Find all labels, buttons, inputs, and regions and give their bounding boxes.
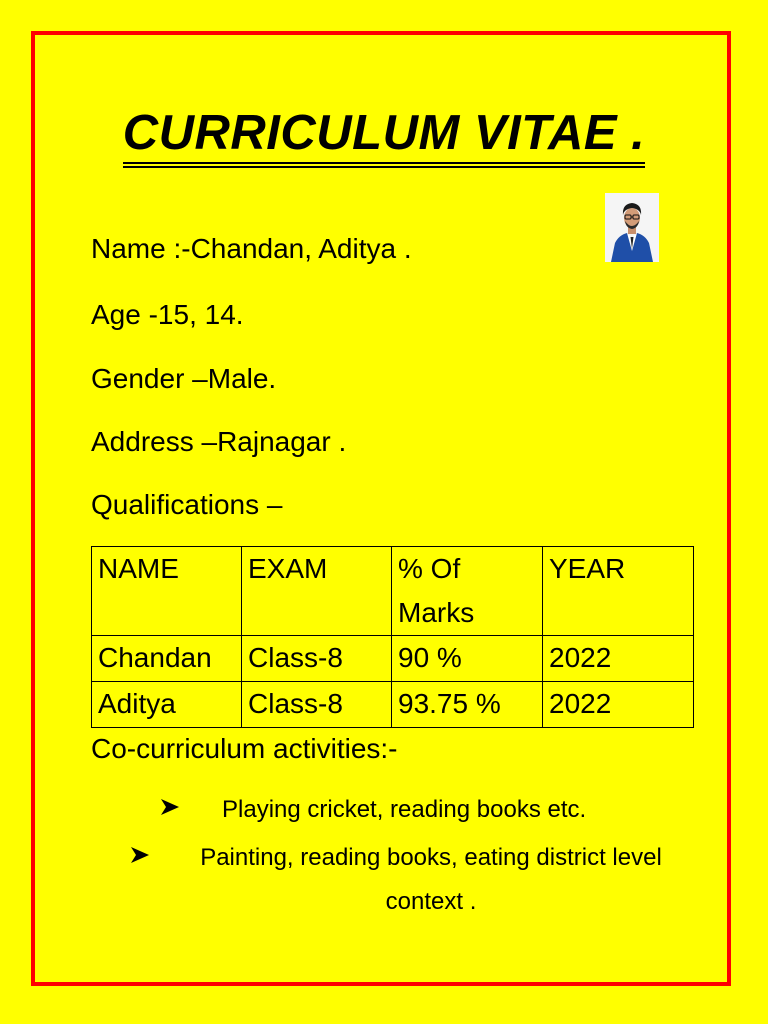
- activity-item: Painting, reading books, eating district level context .: [200, 844, 662, 915]
- cell-year: 2022: [543, 682, 694, 728]
- table-row: [92, 636, 694, 682]
- cell-marks: 93.75 %: [392, 682, 543, 728]
- activities-heading: Co-curriculum activities:-: [91, 733, 398, 764]
- header-marks: % Of Marks: [392, 547, 543, 636]
- document-title: [0, 104, 768, 168]
- header-year: YEAR: [543, 547, 694, 636]
- name-field: Name :-Chandan, Aditya .: [91, 233, 412, 264]
- cell-name: Chandan: [92, 636, 242, 682]
- header-exam: EXAM: [242, 547, 392, 636]
- cell-year: 2022: [543, 636, 694, 682]
- profile-photo: [605, 193, 659, 262]
- header-name: NAME: [92, 547, 242, 636]
- qualifications-heading: Qualifications –: [91, 489, 283, 520]
- activity-item: Playing cricket, reading books etc.: [222, 796, 587, 823]
- age-field: Age -15, 14.: [91, 299, 244, 330]
- table-row: [92, 682, 694, 728]
- arrow-bullet-icon: [160, 788, 180, 832]
- cell-exam: Class-8: [242, 682, 392, 728]
- title-text: CURRICULUM VITAE .: [123, 104, 646, 168]
- cell-exam: Class-8: [242, 636, 392, 682]
- gender-field: Gender –Male.: [91, 363, 277, 394]
- cell-name: Aditya: [92, 682, 242, 728]
- table-header-row: [92, 547, 694, 636]
- qualifications-table: [91, 546, 694, 728]
- address-field: Address –Rajnagar .: [91, 426, 347, 457]
- cell-marks: 90 %: [392, 636, 543, 682]
- arrow-bullet-icon: [130, 836, 150, 880]
